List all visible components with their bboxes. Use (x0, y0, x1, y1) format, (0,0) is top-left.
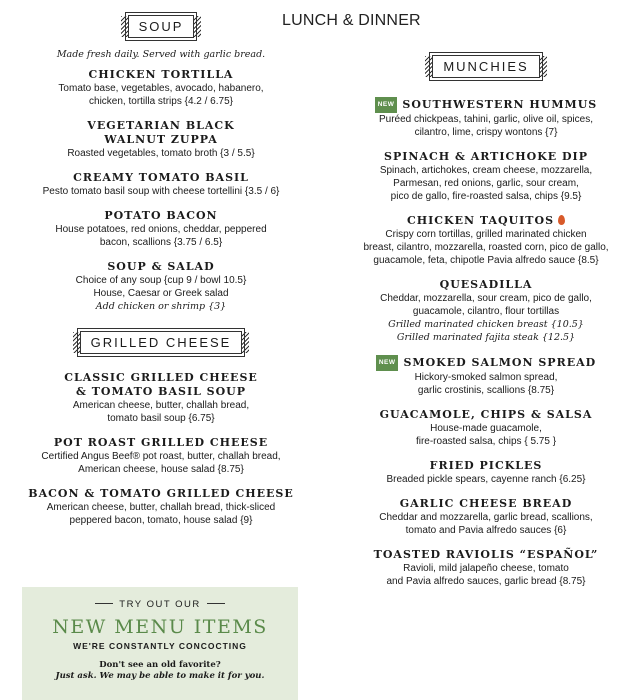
new-items-promo (22, 587, 298, 700)
left-column (18, 12, 304, 538)
promo-subtitle: WE'RE CONSTANTLY CONCOCTING (73, 641, 247, 651)
item-desc: House-made guacamole, (430, 423, 542, 434)
item-desc: Breaded pickle spears, cayenne ranch {6.25} (386, 474, 586, 485)
promo-title: NEW MENU ITEMS (52, 616, 268, 638)
dash-right (207, 603, 225, 604)
soup-tagline: Made fresh daily. Served with garlic bread. (56, 49, 266, 60)
grilled-cheese-heading-label: GRILLED CHEESE (80, 331, 243, 354)
soup-heading-label: SOUP (128, 15, 195, 38)
menu-item (336, 459, 636, 486)
item-desc: peppered bacon, tomato, house salad {9} (69, 515, 253, 526)
promo-top-line (22, 599, 298, 610)
item-desc: Hickory-smoked salmon spread, (414, 372, 558, 383)
item-name: QUESADILLA (439, 278, 533, 291)
munchies-heading-label: MUNCHIES (432, 55, 539, 78)
item-desc: House potatoes, red onions, cheddar, peppered (55, 224, 267, 235)
menu-item (336, 278, 636, 344)
promo-top-text: TRY OUT OUR (119, 599, 201, 610)
item-name-text: CHICKEN TAQUITOS (406, 214, 555, 227)
item-desc: guacamole, cilantro, flour tortillas (412, 306, 560, 317)
promo-note (22, 660, 298, 682)
item-desc: breast, cilantro, mozzarella, roasted corn, pico de gallo, (363, 242, 609, 253)
item-desc: Cheddar and mozzarella, garlic bread, scallions, (379, 512, 593, 523)
new-badge: NEW (376, 355, 399, 371)
item-note: Grilled marinated fajita steak {12.5} (396, 332, 576, 343)
item-note: Grilled marinated chicken breast {10.5} (388, 319, 584, 330)
item-name: & TOMATO BASIL SOUP (75, 385, 247, 398)
menu-item (18, 436, 304, 476)
menu-item (18, 487, 304, 527)
item-desc: pico de gallo, fire-roasted salsa, chips {9.5} (390, 191, 582, 202)
menu-item (336, 408, 636, 448)
item-desc: Puréed chickpeas, tahini, garlic, olive oil, spices, (379, 114, 593, 125)
item-name: CLASSIC GRILLED CHEESE (64, 371, 258, 384)
right-column (336, 52, 636, 599)
menu-item (18, 260, 304, 313)
item-desc: guacamole, feta, chipotle Pavia alfredo sauce {8.5} (373, 255, 599, 266)
menu-item (336, 355, 636, 397)
item-name (336, 97, 636, 113)
menu-item (18, 68, 304, 108)
item-desc: American cheese, house salad {8.75} (78, 464, 244, 475)
item-note: Add chicken or shrimp {3} (95, 301, 227, 312)
menu-item (336, 214, 636, 267)
item-name: POT ROAST GRILLED CHEESE (53, 436, 269, 449)
new-badge: NEW (375, 97, 398, 113)
item-name (336, 355, 636, 371)
item-desc: fire-roasted salsa, chips { 5.75 } (415, 436, 557, 447)
item-desc: Choice of any soup {cup 9 / bowl 10.5} (75, 275, 247, 286)
menu-item (336, 548, 636, 588)
menu-item (336, 150, 636, 203)
item-desc: House, Caesar or Greek salad (93, 288, 229, 299)
item-name: POTATO BACON (104, 209, 218, 222)
dash-left (95, 603, 113, 604)
item-desc: American cheese, butter, challah bread, thick-sliced (46, 502, 276, 513)
item-name (336, 214, 636, 228)
item-name-text: SMOKED SALMON SPREAD (403, 356, 597, 369)
item-name: SOUP & SALAD (107, 260, 215, 273)
item-desc: tomato basil soup {6.75} (107, 413, 215, 424)
item-desc: chicken, tortilla strips {4.2 / 6.75} (89, 96, 233, 107)
item-desc: Cheddar, mozzarella, sour cream, pico de gallo, (380, 293, 592, 304)
item-desc: bacon, scallions {3.75 / 6.5} (99, 237, 223, 248)
menu-item (336, 497, 636, 537)
item-name: GUACAMOLE, CHIPS & SALSA (379, 408, 593, 421)
item-name: BACON & TOMATO GRILLED CHEESE (28, 487, 294, 500)
item-desc: Certified Angus Beef® pot roast, butter, challah bread, (41, 451, 281, 462)
grilled-cheese-heading (77, 328, 246, 357)
item-name: WALNUT ZUPPA (104, 133, 218, 146)
item-name: TOASTED RAVIOLIS “ESPAÑOL” (373, 548, 599, 561)
item-desc: Parmesan, red onions, garlic, sour cream, (393, 178, 579, 189)
item-desc: Spinach, artichokes, cream cheese, mozzarella, (379, 165, 593, 176)
menu-item (18, 371, 304, 425)
menu-item (18, 171, 304, 198)
munchies-heading (429, 52, 542, 81)
item-desc: Roasted vegetables, tomato broth {3 / 5.5} (67, 148, 255, 159)
promo-note-line1: Don't see an old favorite? (99, 660, 221, 670)
item-desc: and Pavia alfredo sauces, garlic bread {8.75} (386, 576, 586, 587)
soup-heading (125, 12, 198, 41)
promo-note-line2: Just ask. We may be able to make it for you. (55, 671, 265, 681)
menu-item (18, 209, 304, 249)
item-name: GARLIC CHEESE BREAD (399, 497, 573, 510)
item-desc: Ravioli, mild jalapeño cheese, tomato (403, 563, 569, 574)
menu-item (336, 97, 636, 139)
item-desc: cilantro, lime, crispy wontons {7} (414, 127, 558, 138)
menu-item (18, 119, 304, 160)
item-name: VEGETARIAN BLACK (87, 119, 235, 132)
item-desc: American cheese, butter, challah bread, (72, 400, 250, 411)
item-desc: Pesto tomato basil soup with cheese tortellini {3.5 / 6} (42, 186, 280, 197)
item-desc: garlic crostinis, scallions {8.75} (417, 385, 555, 396)
item-desc: Tomato base, vegetables, avocado, habanero, (58, 83, 264, 94)
item-desc: Crispy corn tortillas, grilled marinated chicken (385, 229, 587, 240)
item-name: FRIED PICKLES (429, 459, 543, 472)
flame-icon (558, 215, 565, 225)
item-name: CHICKEN TORTILLA (88, 68, 234, 81)
item-name: CREAMY TOMATO BASIL (73, 171, 249, 184)
page-title: LUNCH & DINNER (282, 12, 421, 29)
item-name: SPINACH & ARTICHOKE DIP (384, 150, 588, 163)
item-desc: tomato and Pavia alfredo sauces {6} (405, 525, 567, 536)
item-name-text: SOUTHWESTERN HUMMUS (402, 98, 598, 111)
